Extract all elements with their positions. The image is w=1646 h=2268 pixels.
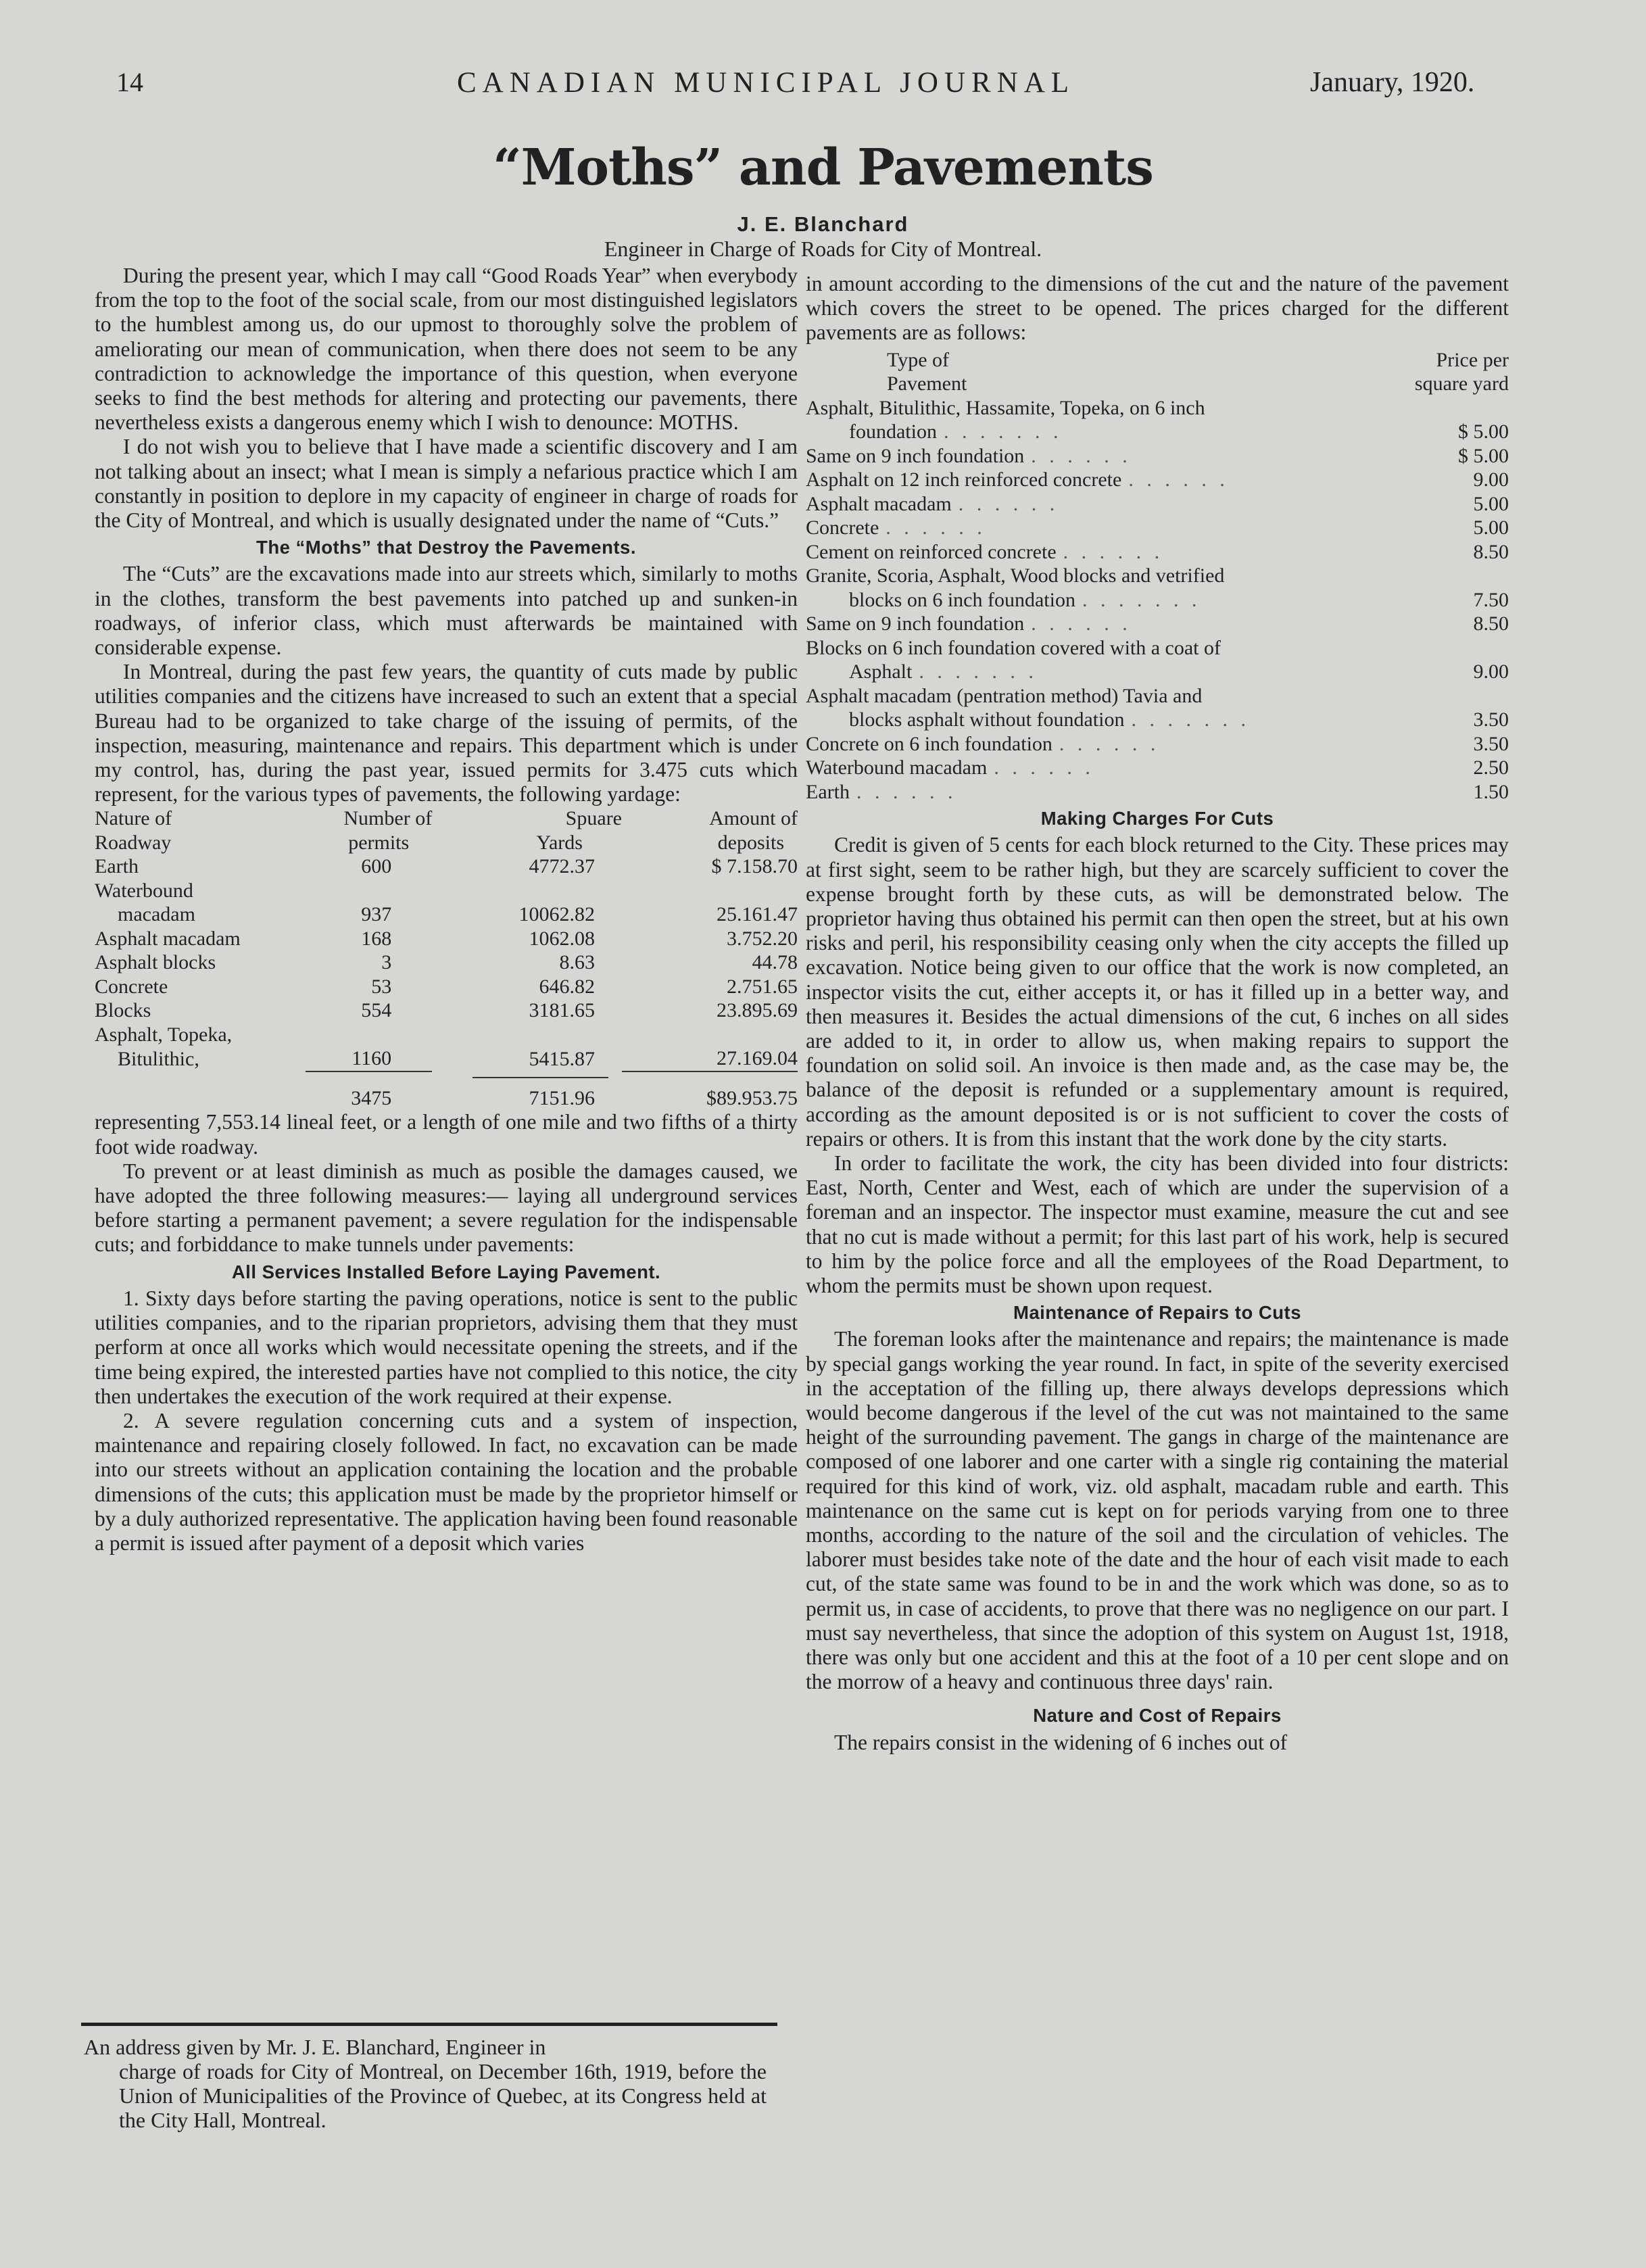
- table-row: [95, 854, 798, 879]
- leader-dots: . . . . . .: [1128, 468, 1229, 491]
- pavement-type-line: foundation: [849, 420, 937, 443]
- table-header-row: [806, 372, 1509, 396]
- total-yards: 7151.96: [529, 1086, 595, 1109]
- table-row: [806, 708, 1509, 732]
- price-value: 9.00: [1473, 468, 1509, 491]
- section-heading: The “Moths” that Destroy the Pavements.: [256, 537, 636, 558]
- table-header: Spuare: [565, 807, 622, 830]
- roadway-name: macadam: [118, 903, 195, 926]
- pavement-type-cont: [806, 660, 1397, 684]
- table-header-row: [95, 831, 798, 855]
- roadway-name: Blocks: [95, 999, 151, 1022]
- pavement-type: Earth: [806, 780, 850, 803]
- permit-count: 53: [371, 975, 392, 998]
- pavement-type: Same on 9 inch foundation: [806, 612, 1025, 635]
- leader-dots: . . . . . .: [1031, 444, 1132, 467]
- pavement-type: Waterbound macadam: [806, 756, 988, 779]
- table-row: [806, 636, 1509, 660]
- roadway-name: Bitulithic,: [118, 1048, 199, 1071]
- pavement-price-table: [806, 348, 1509, 804]
- roadway-name: Asphalt, Topeka,: [95, 1023, 233, 1046]
- deposit-amount: [622, 879, 798, 903]
- deposit-amount: 3.752.20: [727, 927, 798, 950]
- pavement-type-line: blocks asphalt without foundation: [849, 708, 1125, 731]
- pavement-type-cont: [806, 708, 1397, 732]
- paragraph: In order to facilitate the work, the city has been divided into four districts: East, North, Center and West, each of which are under the supervision of a foreman and an inspector. The inspector must examine, measure the cut and see that no cut is made without a permit; for this last part of his work, help is secured to him by the police force and all the employees of the Road Department, to whom the permits must be shown upon request.: [806, 1151, 1509, 1297]
- pavement-type-cell: [806, 612, 1397, 636]
- roadway-name: Asphalt blocks: [95, 951, 216, 974]
- section-heading: All Services Installed Before Laying Pavement.: [231, 1261, 661, 1282]
- pavement-type-line: Asphalt: [849, 660, 913, 683]
- price-value: 7.50: [1473, 588, 1509, 611]
- roadway-name: Asphalt macadam: [95, 927, 241, 950]
- permit-count: 3: [381, 951, 392, 974]
- page-number: 14: [116, 67, 143, 97]
- deposit-amount: 25.161.47: [717, 903, 798, 926]
- table-header-row: [95, 806, 798, 831]
- table-header-row: [806, 348, 1509, 372]
- table-row: [806, 492, 1509, 516]
- paragraph: I do not wish you to believe that I have made a scientific discovery and I am not talking about an insect; what I mean is simply a nefarious practice which I am constantly in position to deplore in my capacity of engineer in charge of roads for the City of Montreal, and which is usually designated under the name of “Cuts.”: [95, 435, 798, 533]
- table-row: [806, 684, 1509, 708]
- permit-count: 600: [361, 855, 392, 878]
- leader-dots: . . . . . .: [958, 492, 1059, 515]
- price-value: 3.50: [1473, 732, 1509, 755]
- leader-dots: . . . . . . .: [1131, 708, 1250, 731]
- table-header: Amount of: [709, 807, 798, 830]
- leader-dots: . . . . . .: [994, 756, 1094, 779]
- square-yards: [432, 879, 622, 903]
- cuts-yardage-table: [95, 806, 798, 1110]
- pavement-type-cont: [806, 420, 1397, 444]
- square-yards: 5415.87: [529, 1048, 595, 1071]
- permit-count: [306, 1023, 432, 1047]
- spacer: [1397, 564, 1509, 588]
- table-row: [95, 998, 798, 1023]
- table-row: [806, 780, 1509, 804]
- price-value: 2.50: [1473, 756, 1509, 779]
- pavement-type-cell: [806, 540, 1397, 564]
- pavement-type-cont: [806, 588, 1397, 612]
- footnote: [84, 2035, 767, 2132]
- square-yards: 3181.65: [529, 999, 595, 1022]
- table-row: [806, 420, 1509, 444]
- leader-dots: . . . . . .: [886, 516, 986, 539]
- pavement-type: Cement on reinforced concrete: [806, 540, 1057, 563]
- table-header: permits: [348, 831, 410, 854]
- paragraph: During the present year, which I may call “Good Roads Year” when everybody from the top to the foot of the social scale, from our most distinguished legislators to the humblest among us, do our upmost to thoroughly solve the problem of ameliorating our mean of communication, when there does not seem to be any contradiction to acknowledge the importance of this question, when everyone seeks to find the best methods for altering and protecting our pavements, there nevertheless exists a dangerous enemy which I wish to denounce: MOTHS.: [95, 264, 798, 435]
- paragraph: in amount according to the dimensions of the cut and the nature of the pavement which covers the street to be opened. The prices charged for the different pavements are as follows:: [806, 272, 1509, 345]
- square-yards: 4772.37: [529, 855, 595, 878]
- pavement-type: Same on 9 inch foundation: [806, 444, 1025, 467]
- section-heading: Maintenance of Repairs to Cuts: [1013, 1302, 1302, 1324]
- table-row: [95, 975, 798, 999]
- table-row: [806, 612, 1509, 636]
- left-column: [95, 264, 798, 1555]
- pavement-type-cell: [806, 780, 1397, 804]
- pavement-type: Asphalt macadam: [806, 492, 952, 515]
- table-totals-row: [95, 1078, 798, 1111]
- total-amount: $89.953.75: [706, 1086, 798, 1109]
- table-row: [95, 1023, 798, 1047]
- table-rule-row: [95, 1071, 798, 1078]
- pavement-type-cell: [806, 468, 1397, 492]
- deposit-amount: $ 7.158.70: [711, 855, 798, 878]
- spacer: [1397, 396, 1509, 420]
- article-title: “Moths” and Pavements: [493, 139, 1153, 197]
- leader-dots: . . . . . .: [1063, 540, 1164, 563]
- issue-date: January, 1920.: [1310, 67, 1475, 98]
- table-header: Pavement: [887, 372, 967, 395]
- spacer: [1397, 636, 1509, 660]
- permit-count: [306, 879, 432, 903]
- pavement-type: Concrete: [806, 516, 879, 539]
- author-affiliation: Engineer in Charge of Roads for City of Montreal.: [604, 237, 1042, 261]
- square-yards: 10062.82: [518, 903, 595, 926]
- leader-dots: . . . . . .: [1059, 732, 1160, 755]
- paragraph: Credit is given of 5 cents for each block returned to the City. These prices may at first sight, seem to be rather high, but they are scarcely sufficient to cover the expense brought forth by these cuts, as will be demonstrated below. The proprietor having thus obtained his permit can then open the street, but at his own risks and peril, his responsibility ceasing only when the city accepts the filled up excavation. Notice being given to our office that the work is now completed, an inspector visits the cut, either accepts it, or has it filled up in a better way, and then measures it. Besides the actual dimensions of the cut, 6 inches on all sides are added to it, in order to allow us, when making repairs to support the foundation on solid soil. An invoice is then made and, as the case may be, the balance of the deposit is refunded or a supplementary amount is required, according as the amount deposited is or is not sufficient to cover the costs of repairs or others. It is from this instant that the work done by the city starts.: [806, 833, 1509, 1151]
- price-value: 9.00: [1473, 660, 1509, 683]
- article-author: J. E. Blanchard: [737, 212, 909, 236]
- right-column: [806, 272, 1509, 1755]
- roadway-name: Concrete: [95, 975, 168, 998]
- leader-dots: . . . . . . .: [919, 660, 1038, 683]
- table-row: [806, 756, 1509, 780]
- deposit-amount: [622, 1023, 798, 1047]
- pavement-type: Asphalt on 12 inch reinforced concrete: [806, 468, 1122, 491]
- pavement-type: Concrete on 6 inch foundation: [806, 732, 1052, 755]
- square-yards: 1062.08: [529, 927, 595, 950]
- paragraph: 2. A severe regulation concerning cuts and a system of inspection, maintenance and repairing closely followed. In fact, no excavation can be made into our streets without an application containing the location and the probable dimensions of the cuts; this application must be made by the proprietor himself or by a duly authorized representative. The application having been found reasonable a permit is issued after payment of a deposit which varies: [95, 1408, 798, 1555]
- table-row: [95, 927, 798, 951]
- table-row: [806, 540, 1509, 564]
- table-header: Type of: [887, 348, 950, 371]
- price-value: $ 5.00: [1458, 420, 1509, 443]
- permit-count: 1160: [352, 1047, 392, 1070]
- table-header: deposits: [717, 831, 784, 854]
- table-header: Nature of: [95, 807, 172, 830]
- pavement-type-cell: [806, 756, 1397, 780]
- price-value: $ 5.00: [1458, 444, 1509, 467]
- table-row: [806, 468, 1509, 492]
- paragraph: To prevent or at least diminish as much as posible the damages caused, we have adopted the three following measures:— laying all underground services before starting a permanent pavement; a severe regulation for the indispensable cuts; and forbiddance to make tunnels under pavements:: [95, 1159, 798, 1257]
- leader-dots: . . . . . .: [856, 780, 957, 803]
- pavement-type: Blocks on 6 inch foundation covered with a coat of: [806, 636, 1221, 659]
- price-value: 8.50: [1473, 540, 1509, 563]
- paragraph: The repairs consist in the widening of 6 inches out of: [834, 1730, 1288, 1754]
- square-yards: [432, 1023, 622, 1047]
- paragraph: The foreman looks after the maintenance and repairs; the maintenance is made by special gangs working the year round. In fact, in spite of the severity exercised in the acceptation of the filling up, there always develops depressions which would become dangerous if the level of the cut was not maintained to the same height of the surrounding pavement. The gangs in charge of the maintenance are composed of one laborer and one carter with a single rig containing the material required for this kind of work, viz. old asphalt, macadam ruble and earth. This maintenance on the same cut is kept on for periods varying from one to three months, according to the nature of the soil and the circulation of vehicles. The laborer must besides take note of the date and the hour of each visit made to each cut, of the state same was found to be in and the work which was done, so as to permit us, in case of accidents, to prove that there was no negligence on our part. I must say nevertheless, that since the adoption of this system on August 1st, 1918, there was only but one accident and this at the foot of a 10 per cent slope and on the morrow of a heavy and continuous three days' rain.: [806, 1327, 1509, 1694]
- table-row: [806, 516, 1509, 540]
- price-value: 5.00: [1473, 516, 1509, 539]
- roadway-name: Waterbound: [95, 879, 193, 902]
- paragraph: The “Cuts” are the excavations made into aur streets which, similarly to moths in the clothes, transform the best pavements into patched up and sunken-in roadways, of inferior class, which must afterwards be maintained with considerable expense.: [95, 562, 798, 660]
- spacer: [1397, 684, 1509, 708]
- table-row: [806, 588, 1509, 612]
- table-row: [806, 564, 1509, 588]
- deposit-amount: 44.78: [752, 951, 798, 974]
- permit-count: 168: [361, 927, 392, 950]
- table-row: [95, 1046, 798, 1071]
- leader-dots: . . . . . . .: [943, 420, 1063, 443]
- table-row: [95, 950, 798, 975]
- price-value: 8.50: [1473, 612, 1509, 635]
- footnote-line: An address given by Mr. J. E. Blanchard, Engineer in: [84, 2035, 546, 2059]
- table-row: [95, 879, 798, 903]
- deposit-amount: 23.895.69: [717, 999, 798, 1022]
- pavement-type-cell: [806, 492, 1397, 516]
- square-yards: 8.63: [559, 951, 595, 974]
- pavement-type-cell: [806, 516, 1397, 540]
- table-header: Yards: [536, 831, 583, 854]
- paragraph: representing 7,553.14 lineal feet, or a length of one mile and two fifths of a thirty foot wide roadway.: [95, 1110, 798, 1159]
- price-value: 5.00: [1473, 492, 1509, 515]
- table-row: [95, 902, 798, 927]
- table-row: [806, 396, 1509, 420]
- pavement-type-cell: [806, 732, 1397, 756]
- total-permits: 3475: [351, 1086, 392, 1109]
- pavement-type-line: blocks on 6 inch foundation: [849, 588, 1075, 611]
- table-header: square yard: [1414, 372, 1509, 395]
- pavement-type-cell: [806, 444, 1397, 468]
- pavement-type: Asphalt, Bitulithic, Hassamite, Topeka, on 6 inch: [806, 396, 1205, 419]
- table-header: Price per: [1436, 348, 1509, 371]
- journal-title: CANADIAN MUNICIPAL JOURNAL: [457, 67, 1075, 99]
- pavement-type: Asphalt macadam (pentration method) Tavia and: [806, 684, 1203, 707]
- paragraph: 1. Sixty days before starting the paving operations, notice is sent to the public utilities companies, and to the riparian proprietors, advising them that they must perform at once all works which would necessitate opening the streets, and if the time being expired, the interested parties have not complied to this notice, the city then undertakes the execution of the work required at their expense.: [95, 1286, 798, 1408]
- leader-dots: . . . . . . .: [1082, 588, 1201, 611]
- section-heading: Nature and Cost of Repairs: [1033, 1705, 1282, 1727]
- deposit-amount: 27.169.04: [717, 1047, 798, 1070]
- footnote-line: charge of roads for City of Montreal, on December 16th, 1919, before the Union of Municipalities of the Province of Quebec, at its Congress held at the City Hall, Montreal.: [119, 2059, 767, 2132]
- pavement-type: Granite, Scoria, Asphalt, Wood blocks and vetrified: [806, 564, 1225, 587]
- footnote-divider: [81, 2023, 777, 2026]
- table-row: [806, 660, 1509, 684]
- square-yards: 646.82: [539, 975, 595, 998]
- table-header: Roadway: [95, 831, 172, 854]
- table-header: Number of: [343, 807, 433, 830]
- deposit-amount: 2.751.65: [727, 975, 798, 998]
- section-heading: Making Charges For Cuts: [1040, 808, 1274, 829]
- permit-count: 554: [361, 999, 392, 1022]
- roadway-name: Earth: [95, 855, 139, 878]
- paragraph: In Montreal, during the past few years, the quantity of cuts made by public utilities companies and the citizens have increased to such an extent that a special Bureau had to be organized to take charge of the issuing of permits, of the inspection, measuring, maintenance and repairs. This department which is under my control, has, during the past year, issued permits for 3.475 cuts which represent, for the various types of pavements, the following yardage:: [95, 660, 798, 806]
- price-value: 3.50: [1473, 708, 1509, 731]
- table-row: [806, 444, 1509, 468]
- permit-count: 937: [361, 903, 392, 926]
- price-value: 1.50: [1473, 780, 1509, 803]
- table-row: [806, 732, 1509, 756]
- leader-dots: . . . . . .: [1031, 612, 1132, 635]
